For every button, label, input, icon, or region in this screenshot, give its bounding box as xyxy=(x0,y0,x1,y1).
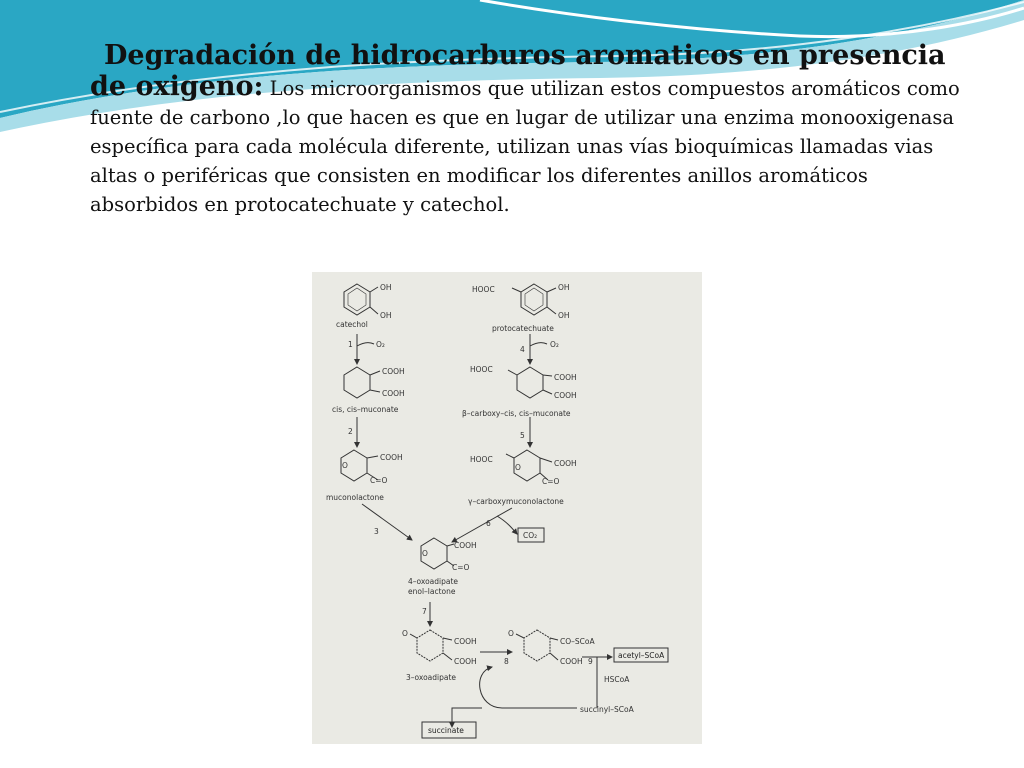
oxoadipyl-coa-o: O xyxy=(508,629,514,638)
catechol-label: catechol xyxy=(336,320,368,329)
carboxymuconolactone-hooc: HOOC xyxy=(470,455,493,464)
o2-label-1: O₂ xyxy=(376,340,385,349)
slide-heading: Degradación de hidrocarburos aromaticos en presencia de oxigeno: xyxy=(90,40,946,102)
step-4: 4 xyxy=(520,345,525,354)
hscoa-label: HSCoA xyxy=(604,675,630,684)
muconate-label: cis, cis–muconate xyxy=(332,405,399,414)
step-5: 5 xyxy=(520,431,525,440)
muconate-cooh-1: COOH xyxy=(382,367,405,376)
carboxy-muconate-label: β–carboxy–cis, cis–muconate xyxy=(462,409,571,418)
enol-lactone-label-2: enol–lactone xyxy=(408,587,456,596)
carboxy-muconate-hooc: HOOC xyxy=(470,365,493,374)
step-8: 8 xyxy=(504,657,509,666)
step-3: 3 xyxy=(374,527,379,536)
protocatechuate-oh-1: OH xyxy=(558,283,570,292)
carboxy-muconate-cooh-1: COOH xyxy=(554,373,577,382)
muconolactone-label: muconolactone xyxy=(326,493,384,502)
protocatechuate-label: protocatechuate xyxy=(492,324,554,333)
muconate-cooh-2: COOH xyxy=(382,389,405,398)
protocatechuate-oh-2: OH xyxy=(558,311,570,320)
carboxy-muconate-cooh-2: COOH xyxy=(554,391,577,400)
muconolactone-o: O xyxy=(342,461,348,470)
o2-label-2: O₂ xyxy=(550,340,559,349)
enol-lactone-o: O xyxy=(422,549,428,558)
step-7: 7 xyxy=(422,607,427,616)
oxoadipate-label: 3–oxoadipate xyxy=(406,673,457,682)
enol-lactone-co: C=O xyxy=(452,563,470,572)
oxoadipyl-coa-cooh: COOH xyxy=(560,657,583,666)
succinate-label: succinate xyxy=(428,726,464,735)
oxoadipyl-coa-ring xyxy=(524,630,550,661)
oxoadipate-ring xyxy=(417,630,443,661)
carboxy-muconate-ring xyxy=(517,367,543,398)
step-9: 9 xyxy=(588,657,593,666)
muconolactone-cooh: COOH xyxy=(380,453,403,462)
protocatechuate-hooc: HOOC xyxy=(472,285,495,294)
muconate-ring xyxy=(344,367,370,398)
succinyl-scoa-label: succinyl–SCoA xyxy=(580,705,634,714)
carboxymuconolactone-cooh: COOH xyxy=(554,459,577,468)
step-1: 1 xyxy=(348,340,353,349)
catechol-oh-2: OH xyxy=(380,311,392,320)
carboxymuconolactone-o: O xyxy=(515,463,521,472)
step-2: 2 xyxy=(348,427,353,436)
pathway-figure xyxy=(312,272,702,744)
muconolactone-co: C=O xyxy=(370,476,388,485)
step-6: 6 xyxy=(486,519,491,528)
pathway-diagram xyxy=(312,272,702,744)
oxoadipyl-coa-scoa: CO–SCoA xyxy=(560,637,595,646)
oxoadipate-o: O xyxy=(402,629,408,638)
enol-lactone-cooh: COOH xyxy=(454,541,477,550)
catechol-oh-1: OH xyxy=(380,283,392,292)
slide-body: Los microorganismos que utilizan estos compuestos aromáticos como fuente de carbono ,lo que hacen es que en lugar de utilizar una enzima monooxigenasa específica para cada molécula diferente, utilizan unas vías bioquímicas llamadas vias altas o periféricas que consisten en modificar los diferentes anillos aromáticos absorbidos en protocatechuate y catechol. xyxy=(90,77,960,216)
acetyl-scoa-label: acetyl–SCoA xyxy=(618,651,665,660)
oxoadipate-cooh-2: COOH xyxy=(454,657,477,666)
co2-label: CO₂ xyxy=(523,531,538,540)
slide-text xyxy=(90,40,970,219)
enol-lactone-label-1: 4–oxoadipate xyxy=(408,577,459,586)
slide-paragraph xyxy=(90,40,970,219)
oxoadipate-cooh-1: COOH xyxy=(454,637,477,646)
carboxymuconolactone-label: γ–carboxymuconolactone xyxy=(468,497,564,506)
carboxymuconolactone-co: C=O xyxy=(542,477,560,486)
